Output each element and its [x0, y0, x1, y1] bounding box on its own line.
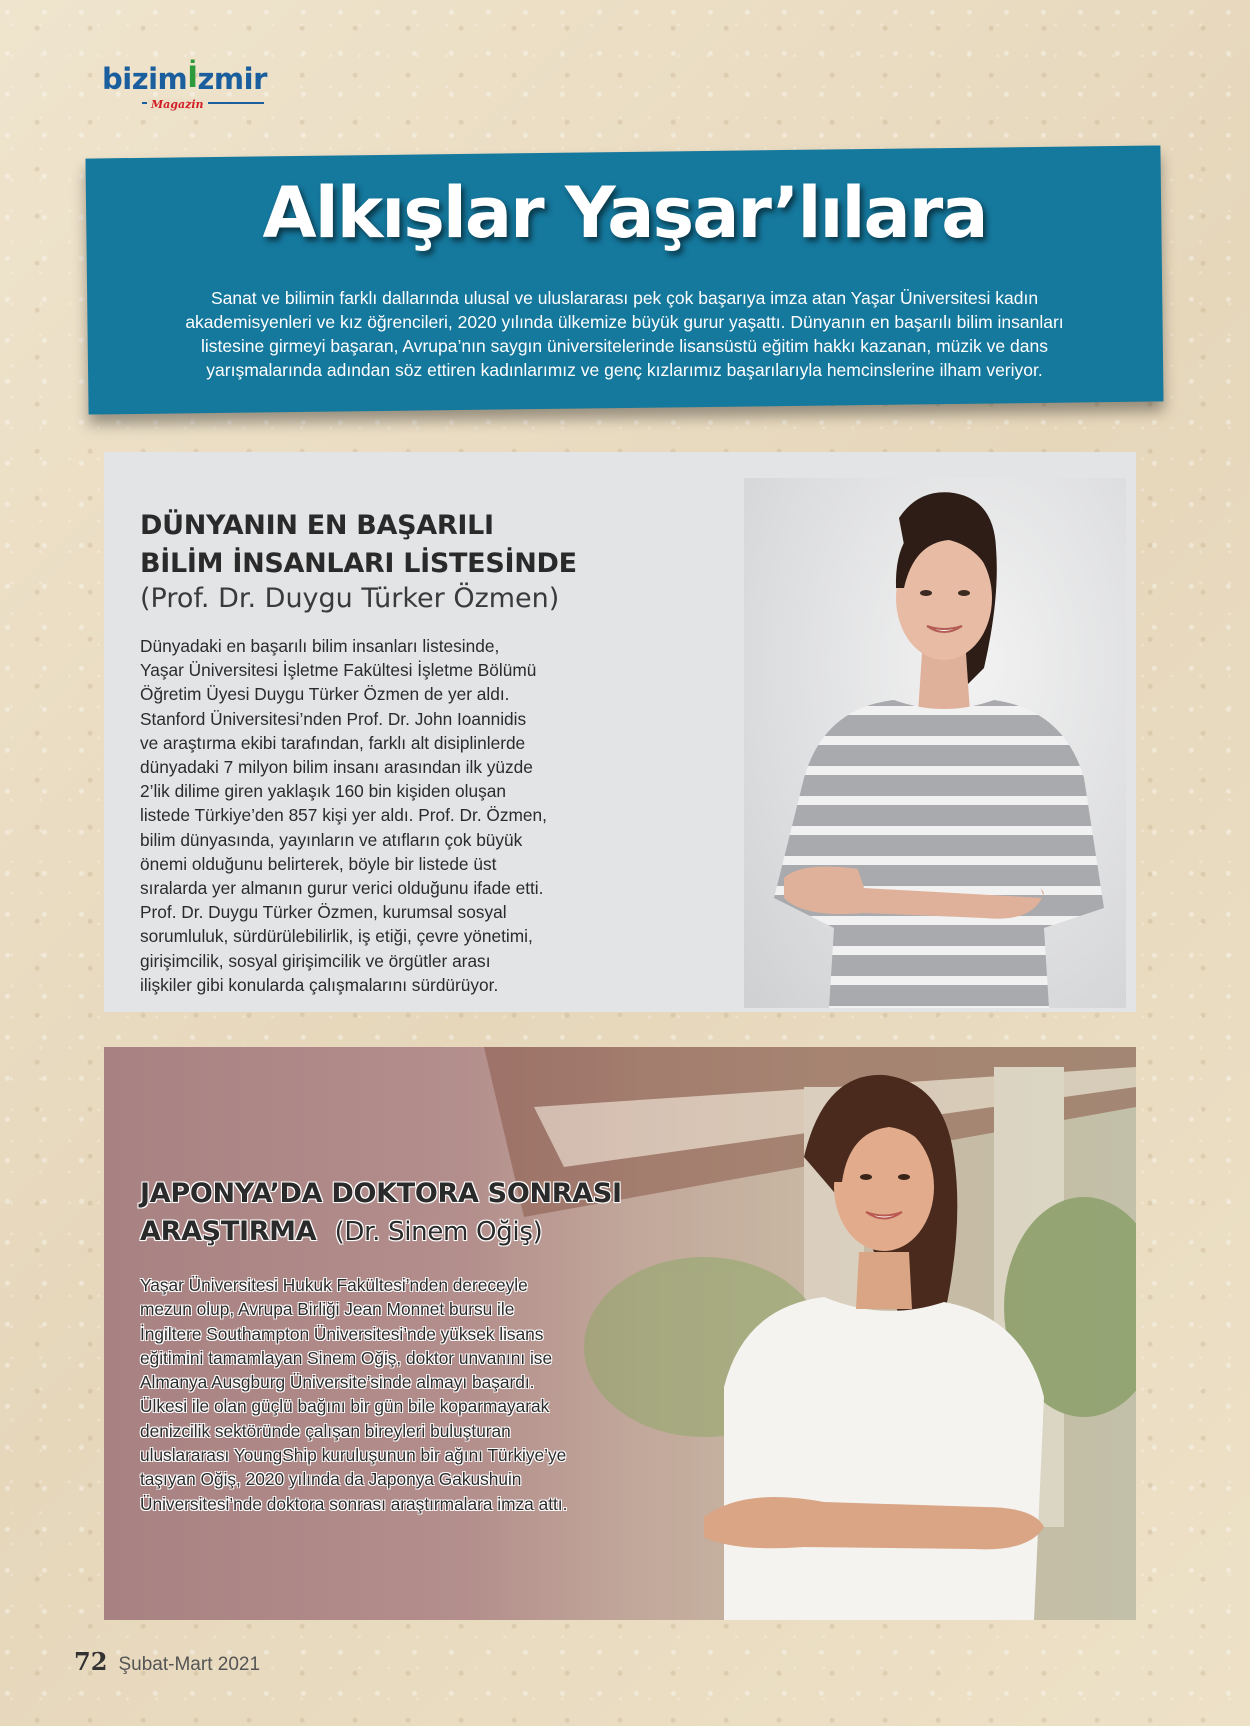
section-heading	[140, 1175, 700, 1251]
body-line: taşıyan Oğiş, 2020 yılında da Japonya Gakushuin	[140, 1469, 522, 1490]
page-footer	[74, 1647, 260, 1676]
body-line: Yaşar Üniversitesi Hukuk Fakültesi’nden dereceyle	[140, 1275, 528, 1295]
section-body	[140, 1273, 640, 1516]
body-line: bilim dünyasında, yayınların ve atıfların çok büyük	[140, 829, 523, 850]
portrait-photo-ozmen	[744, 478, 1126, 1008]
body-line: eğitimini tamamlayan Sinem Oğiş, doktor unvanını ise	[140, 1347, 553, 1368]
section-subtitle: (Dr. Sinem Oğiş)	[334, 1217, 543, 1247]
heading-line: ARAŞTIRMA	[140, 1216, 317, 1247]
heading-line: BİLİM İNSANLARI LİSTESİNDE	[140, 548, 577, 579]
body-line: listede Türkiye’den 857 kişi yer aldı. Prof. Dr. Özmen,	[140, 805, 547, 826]
intro-paragraph	[127, 286, 1122, 382]
logo-text-right: zmir	[197, 62, 267, 96]
page-number: 72	[74, 1647, 108, 1676]
body-line: İngiltere Southampton Üniversitesi’nde yüksek lisans	[140, 1323, 544, 1344]
body-line: ve araştırma ekibi tarafından, farklı alt disiplinlerde	[140, 732, 526, 753]
body-line: Öğretim Üyesi Duygu Türker Özmen de yer aldı.	[140, 684, 510, 705]
title-banner	[85, 145, 1163, 414]
body-line: önemi olduğunu belirterek, böyle bir listede üst	[140, 853, 497, 874]
page-title: Alkışlar Yaşar’lılara	[262, 172, 987, 254]
body-line: Dünyadaki en başarılı bilim insanları listesinde,	[140, 636, 500, 656]
body-line: girişimcilik, sosyal girişimcilik ve örgütler arası	[140, 950, 491, 971]
body-line: Prof. Dr. Duygu Türker Özmen, kurumsal sosyal	[140, 902, 507, 923]
article-section-ozmen	[104, 452, 1136, 1012]
article-section-ogis	[104, 1047, 1136, 1620]
section-subtitle: (Prof. Dr. Duygu Türker Özmen)	[140, 583, 560, 614]
logo-wordmark	[102, 62, 272, 96]
intro-line: yarışmalarında adından söz ettiren kadınlarımız ve genç kızlarımız başarılarıyla hemcinslerine ilham veriyor.	[206, 360, 1043, 380]
body-line: Stanford Üniversitesi’nden Prof. Dr. John Ioannidis	[140, 708, 527, 729]
body-line: ilişkiler gibi konularda çalışmalarını sürdürüyor.	[140, 974, 499, 995]
portrait-illustration-ozmen	[744, 478, 1126, 1008]
body-line: 2’lik dilime giren yaklaşık 160 bin kişiden oluşan	[140, 781, 506, 802]
magazine-logo	[102, 62, 272, 112]
body-line: sıralarda yer almanın gurur verici olduğunu ifade etti.	[140, 878, 544, 899]
logo-text-left: bizim	[102, 62, 188, 96]
body-line: denizcilik sektöründe çalışan bireyleri buluşturan	[140, 1420, 511, 1441]
body-line: Ülkesi ile olan güçlü bağını bir gün bile koparmayarak	[140, 1396, 550, 1417]
heading-line: DÜNYANIN EN BAŞARILI	[140, 510, 494, 541]
intro-line: listesine girmeyi başaran, Avrupa’nın saygın üniversitelerinde lisansüstü eğitim hakkı kazanan, müzik ve dans	[201, 336, 1048, 356]
heading-line: JAPONYA’DA DOKTORA SONRASI	[140, 1178, 622, 1209]
body-line: Üniversitesi’nde doktora sonrası araştırmalara imza attı.	[140, 1493, 568, 1514]
section-heading	[140, 507, 700, 583]
logo-subtitle: Magazin	[147, 98, 208, 111]
body-line: Yaşar Üniversitesi İşletme Fakültesi İşletme Bölümü	[140, 660, 537, 681]
body-line: dünyadaki 7 milyon bilim insanı arasından ilk yüzde	[140, 757, 533, 778]
body-line: sorumluluk, sürdürülebilirlik, iş etiği, çevre yönetimi,	[140, 926, 533, 947]
body-line: uluslararası YoungShip kuruluşunun bir ağını Türkiye’ye	[140, 1445, 567, 1466]
intro-line: Sanat ve bilimin farklı dallarında ulusal ve uluslararası pek çok başarıya imza atan Yaşar Üniversitesi kadın	[210, 288, 1039, 308]
issue-date: Şubat-Mart 2021	[118, 1654, 261, 1675]
section-body	[140, 634, 610, 997]
body-line: mezun olup, Avrupa Birliği Jean Monnet bursu ile	[140, 1299, 515, 1320]
palm-tree-icon: İ	[187, 60, 198, 94]
intro-line: akademisyenleri ve kız öğrencileri, 2020 yılında ülkemize büyük gurur yaşattı. Dünyanın en başarılı bilim insanları	[185, 312, 1064, 332]
body-line: Almanya Ausgburg Üniversite’sinde almayı başardı.	[140, 1372, 535, 1393]
